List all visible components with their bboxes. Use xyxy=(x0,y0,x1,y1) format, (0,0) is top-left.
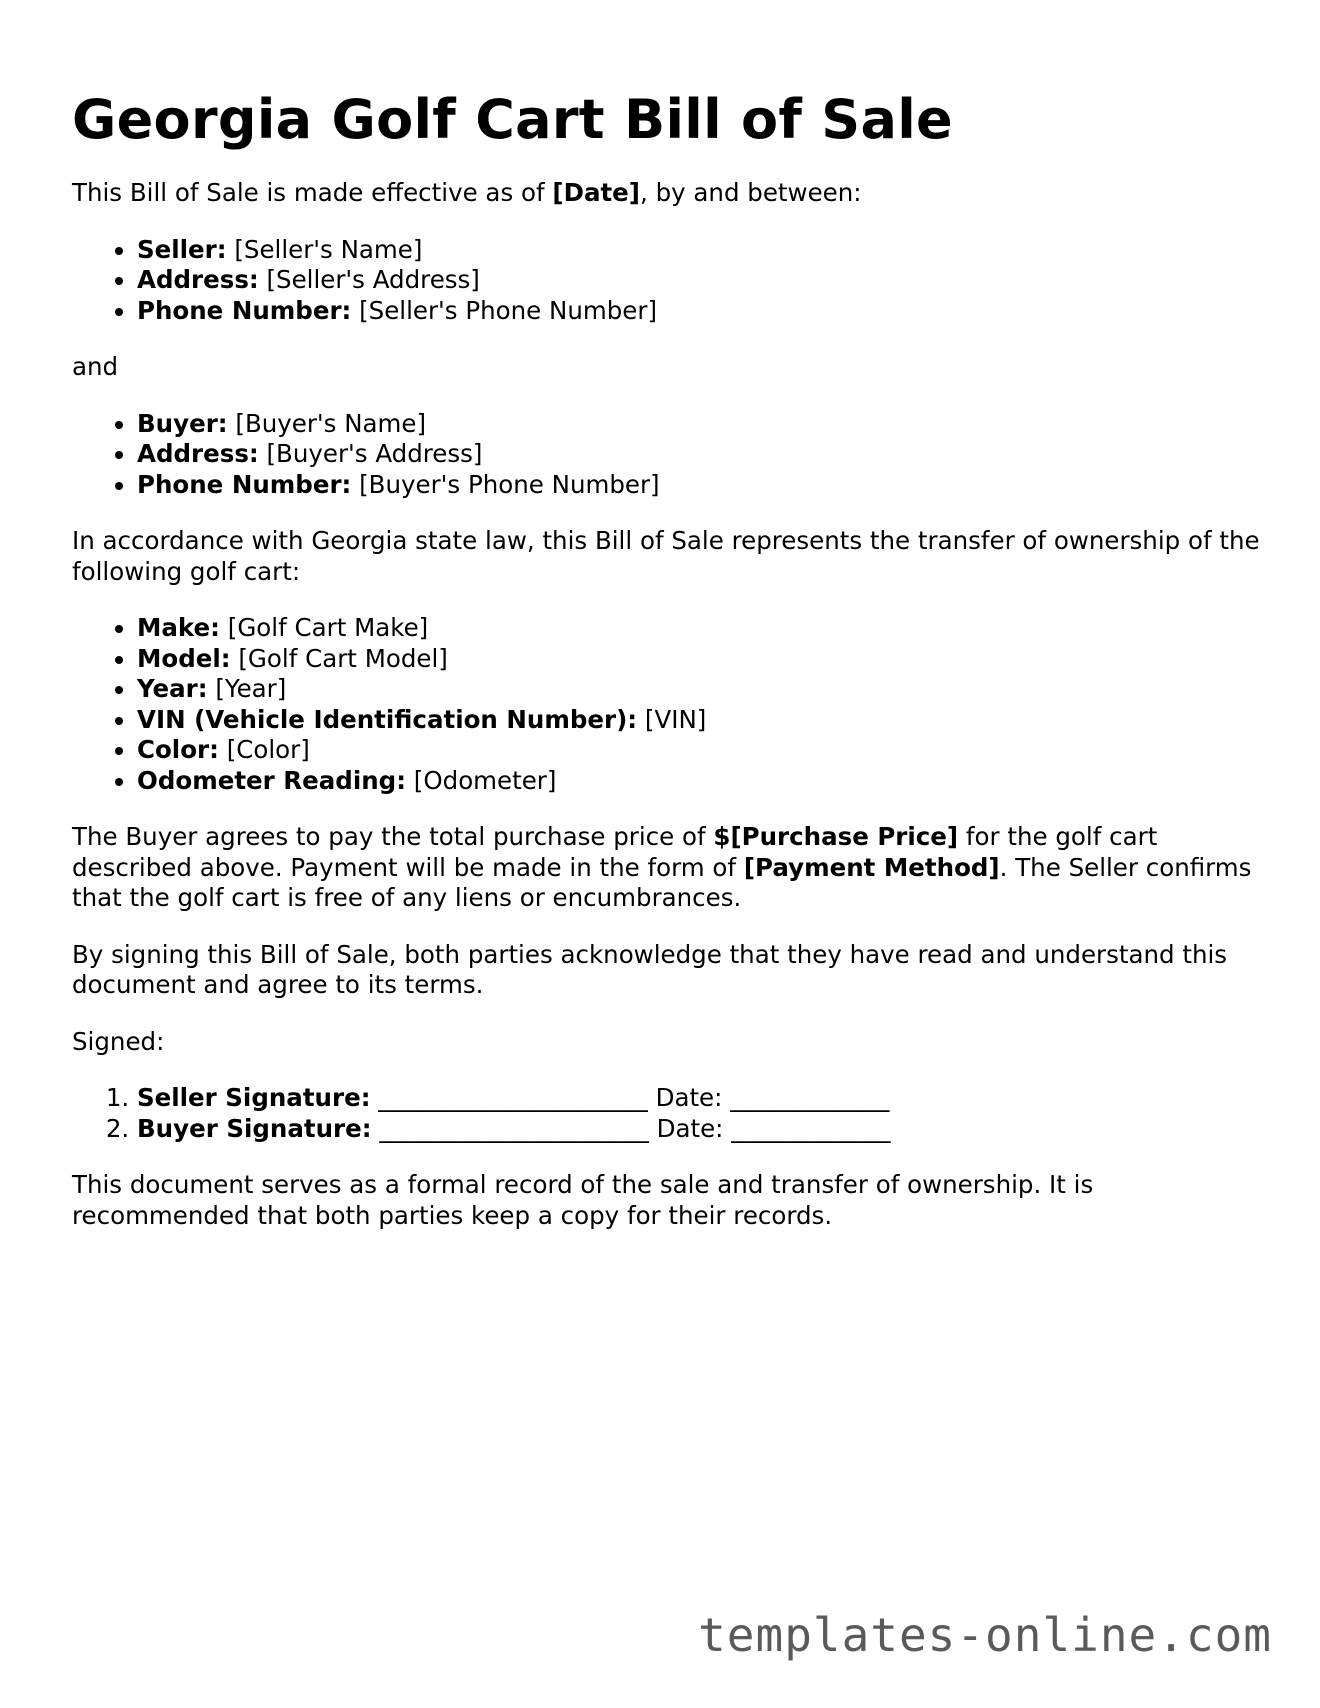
payment-text-2: for the golf cart described above. Payment will be made in the form of xyxy=(72,822,1158,882)
signed-label: Signed: xyxy=(72,1026,165,1056)
intro-prefix: This Bill of Sale is made effective as of xyxy=(72,178,553,207)
buyer-signature-line: ______________________ Date: _____________ xyxy=(371,1113,891,1143)
list-item xyxy=(137,235,1262,266)
list-item xyxy=(137,409,1262,440)
list-item xyxy=(137,674,1262,705)
buyer-address-label: Address: xyxy=(137,439,259,468)
cart-year-value: [Year] xyxy=(207,674,287,703)
cart-year-label: Year: xyxy=(137,674,208,703)
list-item xyxy=(137,265,1262,296)
cart-model-value: [Golf Cart Model] xyxy=(230,643,448,673)
intro-date: [Date] xyxy=(552,178,640,207)
document-page xyxy=(72,88,1262,1257)
signature-list xyxy=(72,1083,1262,1144)
buyer-phone-label: Phone Number: xyxy=(137,469,352,499)
list-item xyxy=(137,439,1262,470)
intro-paragraph xyxy=(72,178,1262,209)
list-item xyxy=(137,470,1262,501)
seller-signature-label: Seller Signature: xyxy=(137,1083,371,1112)
seller-phone-label: Phone Number: xyxy=(137,295,352,325)
list-item xyxy=(137,644,1262,675)
and-text: and xyxy=(72,352,119,381)
intro-suffix: , by and between: xyxy=(640,178,862,207)
cart-vin-label: VIN (Vehicle Identification Number): xyxy=(137,704,638,734)
cart-color-value: [Color] xyxy=(218,735,310,764)
buyer-name-value: [Buyer's Name] xyxy=(227,408,427,438)
acknowledge-paragraph: By signing this Bill of Sale, both parties acknowledge that they have read and understand this document and agree to its terms. xyxy=(72,939,1228,999)
purchase-price: $[Purchase Price] xyxy=(713,822,959,851)
seller-name-label: Seller: xyxy=(137,234,227,264)
payment-text-3: . The Seller confirms that the golf cart is free of any liens or encumbrances. xyxy=(72,852,1252,912)
cart-details-list xyxy=(72,613,1262,796)
buyer-list xyxy=(72,409,1262,501)
list-item xyxy=(137,735,1262,766)
list-item xyxy=(137,766,1262,797)
buyer-address-value: [Buyer's Address] xyxy=(258,439,483,468)
document-title: Georgia Golf Cart Bill of Sale xyxy=(72,88,953,151)
list-item xyxy=(137,705,1262,736)
list-item xyxy=(137,1114,1262,1145)
cart-vin-value: [VIN] xyxy=(637,704,707,734)
cart-make-label: Make: xyxy=(137,613,220,642)
seller-phone-value: [Seller's Phone Number] xyxy=(351,295,658,325)
seller-signature-line: ______________________ Date: _____________ xyxy=(370,1083,890,1112)
payment-text-1: The Buyer agrees to pay the total purchase price of xyxy=(72,822,714,851)
seller-list xyxy=(72,235,1262,327)
closing-paragraph: This document serves as a formal record of the sale and transfer of ownership. It is recommended that both parties keep a copy for their records. xyxy=(72,1170,1094,1230)
seller-address-value: [Seller's Address] xyxy=(258,265,480,294)
buyer-signature-label: Buyer Signature: xyxy=(137,1113,372,1143)
watermark: templates-online.com xyxy=(698,1608,1272,1662)
seller-name-value: [Seller's Name] xyxy=(226,234,423,264)
buyer-phone-value: [Buyer's Phone Number] xyxy=(351,469,660,499)
seller-address-label: Address: xyxy=(137,265,259,294)
payment-method: [Payment Method] xyxy=(743,852,1000,882)
cart-odometer-label: Odometer Reading: xyxy=(137,765,407,795)
cart-make-value: [Golf Cart Make] xyxy=(219,613,429,642)
cart-color-label: Color: xyxy=(137,735,219,764)
list-item xyxy=(137,613,1262,644)
cart-odometer-value: [Odometer] xyxy=(406,765,557,795)
list-item xyxy=(137,1083,1262,1114)
list-item xyxy=(137,296,1262,327)
payment-paragraph xyxy=(72,822,1262,914)
buyer-name-label: Buyer: xyxy=(137,408,228,438)
transfer-paragraph: In accordance with Georgia state law, this Bill of Sale represents the transfer of ownership of the following golf cart: xyxy=(72,526,1260,586)
cart-model-label: Model: xyxy=(137,643,231,673)
